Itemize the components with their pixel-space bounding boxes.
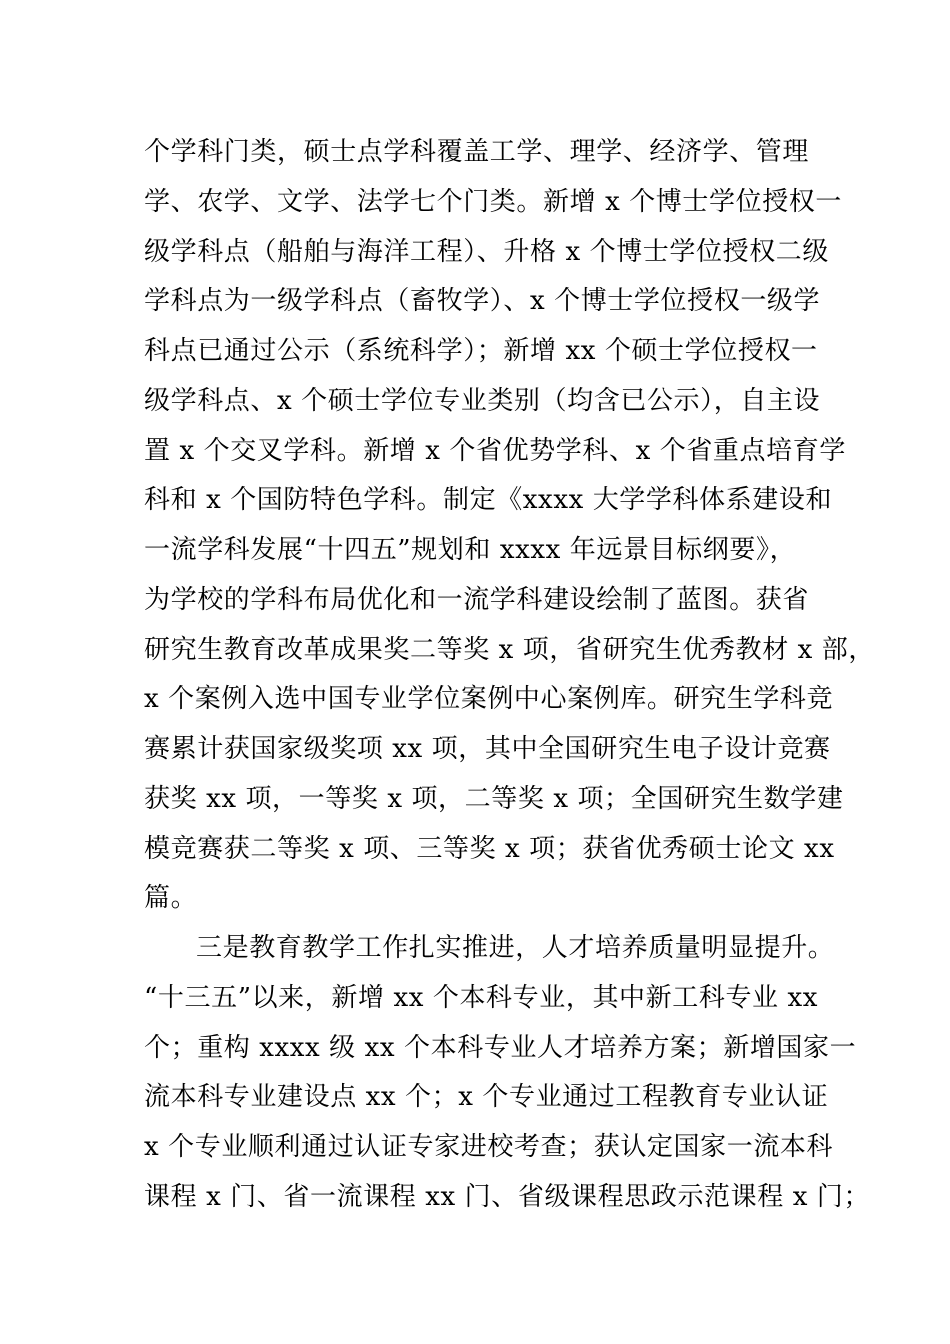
text-line-8: 科和 x 个国防特色学科。制定《xxxx 大学学科体系建设和 — [144, 485, 833, 516]
text-line-4: 学科点为一级学科点（畜牧学）、x 个博士学位授权一级学 — [144, 286, 821, 317]
text-line-16: 篇。 — [144, 883, 198, 914]
text-line-18: “十三五”以来，新增 xx 个本科专业，其中新工科专业 xx — [144, 982, 819, 1013]
text-line-9: 一流学科发展“十四五”规划和 xxxx 年远景目标纲要》， — [144, 535, 797, 565]
text-line-19: 个；重构 xxxx 级 xx 个本科专业人才培养方案；新增国家一 — [144, 1032, 857, 1063]
document-body — [144, 128, 875, 1223]
text-line-5: 科点已通过公示（系统科学）；新增 xx 个硕士学位授权一 — [144, 336, 818, 366]
text-line-10: 为学校的学科布局优化和一流学科建设绘制了蓝图。获省 — [144, 584, 810, 615]
text-line-21: x 个专业顺利通过认证专家进校考查；获认定国家一流本科 — [144, 1132, 834, 1162]
text-line-20: 流本科专业建设点 xx 个；x 个专业通过工程教育专业认证 — [144, 1082, 829, 1113]
text-line-1: 个学科门类，硕士点学科覆盖工学、理学、经济学、管理 — [144, 137, 810, 167]
text-line-14: 获奖 xx 项，一等奖 x 项，二等奖 x 项；全国研究生数学建 — [144, 783, 844, 814]
text-line-13: 赛累计获国家级奖项 xx 项，其中全国研究生电子设计竞赛 — [144, 734, 831, 764]
paragraph-start-line: 三是教育教学工作扎实推进，人才培养质量明显提升。 — [196, 933, 835, 963]
text-line-15: 模竞赛获二等奖 x 项、三等奖 x 项；获省优秀硕士论文 xx — [144, 833, 835, 864]
text-line-22: 课程 x 门、省一流课程 xx 门、省级课程思政示范课程 x 门； — [144, 1181, 871, 1212]
text-line-3: 级学科点（船舶与海洋工程）、升格 x 个博士学位授权二级 — [144, 236, 829, 267]
text-line-7: 置 x 个交叉学科。新增 x 个省优势学科、x 个省重点培育学 — [144, 435, 846, 466]
text-line-11: 研究生教育改革成果奖二等奖 x 项，省研究生优秀教材 x 部， — [144, 634, 875, 665]
text-line-12: x 个案例入选中国专业学位案例中心案例库。研究生学科竞 — [144, 684, 834, 715]
text-line-6: 级学科点、x 个硕士学位专业类别（均含已公示），自主设 — [144, 385, 821, 416]
text-line-2: 学、农学、文学、法学七个门类。新增 x 个博士学位授权一 — [144, 186, 842, 217]
